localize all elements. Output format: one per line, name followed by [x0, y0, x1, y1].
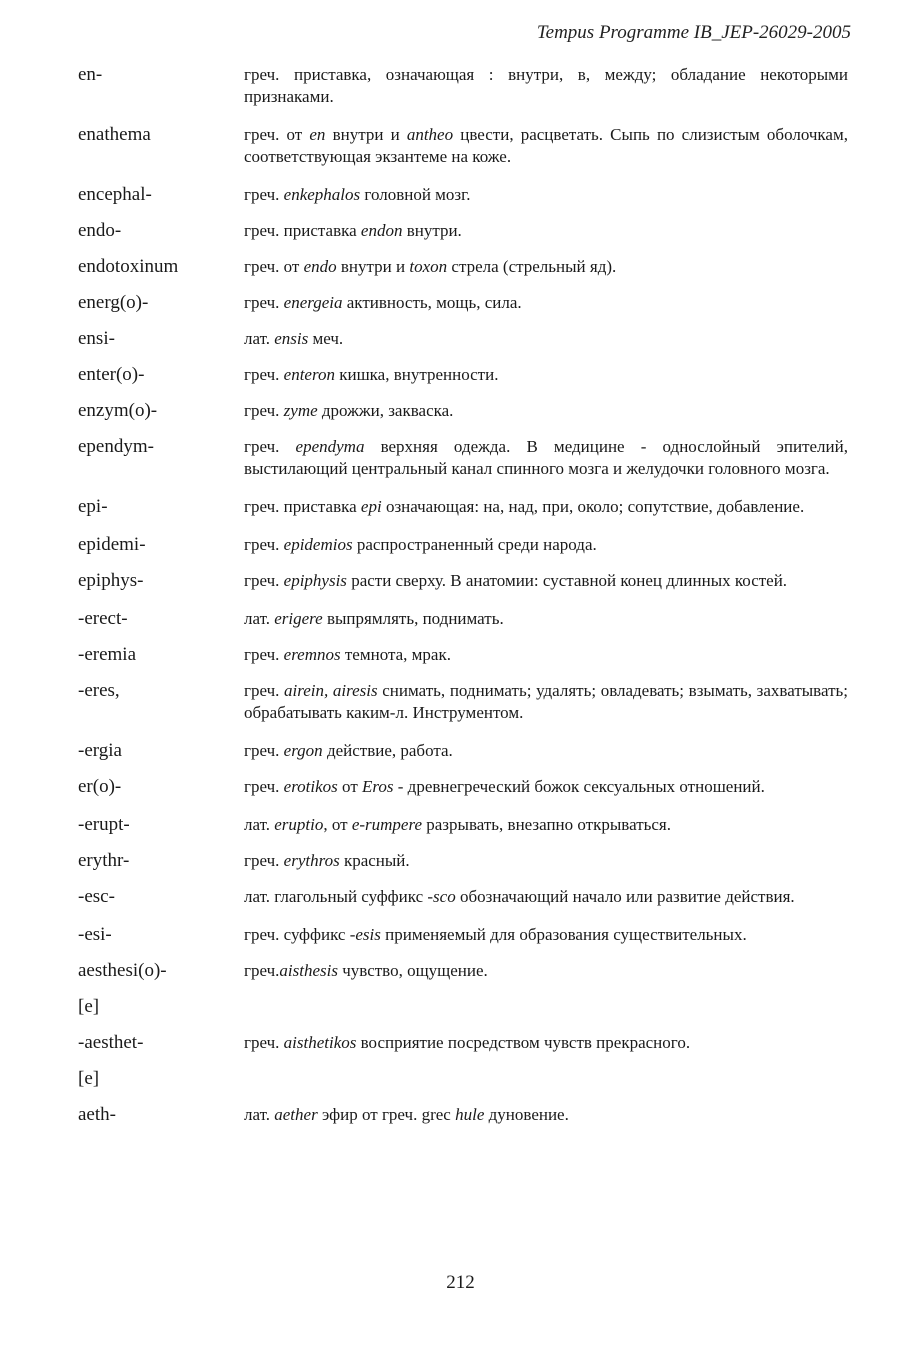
entry-term: epidemi-: [78, 534, 146, 555]
definition-text: греч.: [244, 851, 284, 870]
definition-text: греч.: [244, 185, 284, 204]
glossary-entry: [78, 124, 848, 168]
glossary-entry: [78, 924, 848, 946]
definition-text: лат. глагольный суффикс: [244, 887, 428, 906]
glossary-entry: [78, 534, 848, 556]
definition-term-italic: Eros: [362, 777, 394, 796]
glossary-entry: [78, 64, 848, 108]
glossary-entries: [78, 64, 848, 1140]
entry-term: en-: [78, 64, 103, 85]
definition-term-italic: aisthesis: [279, 961, 338, 980]
definition-text: эфир от греч. grec: [317, 1105, 456, 1124]
definition-text: разрывать, внезапно открываться.: [422, 815, 671, 834]
entry-definition: [244, 328, 848, 350]
glossary-entry: [78, 1104, 848, 1126]
definition-term-italic: aisthetikos: [283, 1033, 357, 1052]
entry-term: encephal-: [78, 184, 152, 205]
definition-text: распространенный среди народа.: [352, 535, 597, 554]
glossary-entry: [78, 776, 848, 798]
definition-text: дрожжи, закваска.: [317, 401, 454, 420]
definition-term-italic: e-rumpere: [351, 815, 423, 834]
definition-term-italic: eruptio: [274, 815, 324, 834]
glossary-entry: [78, 1068, 848, 1090]
entry-term: -esi-: [78, 924, 112, 945]
definition-term-italic: airein, airesis: [284, 681, 378, 700]
entry-definition: [244, 740, 848, 762]
definition-term-italic: -sco: [427, 887, 456, 906]
definition-term-italic: epiphysis: [283, 571, 347, 590]
entry-definition: [244, 256, 848, 278]
definition-text: означающая: на, над, при, около; сопутствие, добавление.: [381, 497, 805, 516]
definition-term-italic: enkephalos: [283, 185, 361, 204]
definition-term-italic: toxon: [409, 257, 448, 276]
glossary-entry: [78, 220, 848, 242]
glossary-entry: [78, 364, 848, 386]
entry-term: enter(o)-: [78, 364, 145, 385]
definition-term-italic: endon: [360, 221, 403, 240]
glossary-entry: [78, 960, 848, 982]
entry-term: enathema: [78, 124, 151, 145]
definition-text: греч.: [244, 437, 296, 456]
definition-text: лат.: [244, 609, 275, 628]
entry-definition: [244, 570, 848, 592]
entry-definition: [244, 680, 848, 724]
definition-text: применяемый для образования существительных.: [380, 925, 747, 944]
entry-definition: [244, 608, 848, 630]
definition-term-italic: epi: [360, 497, 382, 516]
definition-term-italic: energeia: [283, 293, 343, 312]
entry-term: epiphys-: [78, 570, 144, 591]
glossary-entry: [78, 256, 848, 278]
page-number: 212: [446, 1272, 475, 1293]
entry-definition: [244, 436, 848, 480]
definition-text: внутри и: [325, 125, 407, 144]
entry-term: epi-: [78, 496, 108, 517]
glossary-entry: [78, 850, 848, 872]
glossary-entry: [78, 570, 848, 592]
entry-definition: [244, 400, 848, 422]
definition-text: греч. приставка: [244, 221, 361, 240]
definition-term-italic: ependyma: [295, 437, 365, 456]
definition-term-italic: erythros: [283, 851, 340, 870]
entry-definition: [244, 292, 848, 314]
definition-term-italic: erotikos: [283, 777, 338, 796]
glossary-entry: [78, 184, 848, 206]
definition-text: греч.: [244, 961, 280, 980]
definition-text: греч.: [244, 645, 284, 664]
definition-text: меч.: [308, 329, 344, 348]
glossary-entry: [78, 496, 848, 518]
definition-text: от: [337, 777, 363, 796]
definition-term-italic: en: [309, 125, 326, 144]
glossary-entry: [78, 436, 848, 480]
definition-text: , от: [323, 815, 352, 834]
entry-term: enzym(o)-: [78, 400, 158, 421]
definition-text: чувство, ощущение.: [337, 961, 488, 980]
glossary-entry: [78, 608, 848, 630]
definition-text: красный.: [339, 851, 410, 870]
glossary-entry: [78, 886, 848, 908]
entry-term: -ergia: [78, 740, 122, 761]
entry-term: aeth-: [78, 1104, 116, 1125]
entry-definition: [244, 886, 848, 908]
entry-definition: [244, 496, 848, 518]
entry-definition: [244, 124, 848, 168]
definition-text: активность, мощь, сила.: [342, 293, 522, 312]
entry-term: energ(o)-: [78, 292, 149, 313]
definition-term-italic: endo: [303, 257, 337, 276]
definition-text: греч.: [244, 777, 284, 796]
definition-text: греч.: [244, 1033, 284, 1052]
definition-text: выпрямлять, поднимать.: [322, 609, 504, 628]
entry-term: aesthesi(o)-: [78, 960, 167, 981]
definition-text: действие, работа.: [322, 741, 453, 760]
definition-term-italic: eremnos: [283, 645, 341, 664]
definition-text: внутри и: [336, 257, 410, 276]
definition-text: расти сверху. В анатомии: суставной конец длинных костей.: [346, 571, 788, 590]
entry-definition: [244, 364, 848, 386]
definition-text: греч.: [244, 401, 284, 420]
definition-text: внутри.: [402, 221, 462, 240]
running-header: Tempus Programme IB_JEP-26029-2005: [536, 22, 851, 43]
definition-text: - древнегреческий божок сексуальных отношений.: [393, 777, 765, 796]
entry-definition: [244, 960, 848, 982]
definition-text: лат.: [244, 815, 275, 834]
glossary-entry: [78, 680, 848, 724]
entry-definition: [244, 534, 848, 556]
entry-definition: [244, 64, 848, 108]
definition-text: греч.: [244, 535, 284, 554]
glossary-entry: [78, 996, 848, 1018]
definition-text: кишка, внутренности.: [334, 365, 499, 384]
definition-text: греч.: [244, 365, 284, 384]
entry-term: er(o)-: [78, 776, 122, 797]
definition-text: греч. от: [244, 125, 310, 144]
glossary-entry: [78, 400, 848, 422]
glossary-entry: [78, 814, 848, 836]
definition-text: лат.: [244, 1105, 275, 1124]
definition-text: греч.: [244, 293, 284, 312]
glossary-entry: [78, 328, 848, 350]
definition-term-italic: ergon: [283, 741, 323, 760]
definition-text: греч.: [244, 741, 284, 760]
entry-definition: [244, 776, 848, 798]
definition-text: головной мозг.: [360, 185, 471, 204]
definition-term-italic: aether: [274, 1105, 318, 1124]
glossary-entry: [78, 292, 848, 314]
entry-term: endotoxinum: [78, 256, 179, 277]
definition-text: темнота, мрак.: [340, 645, 451, 664]
definition-term-italic: -esis: [349, 925, 381, 944]
definition-text: греч.: [244, 571, 284, 590]
definition-text: цвести, расцветать. Сыпь по слизистым оболочкам, соответствующая экзантеме на коже.: [244, 125, 848, 166]
definition-text: стрела (стрельный яд).: [447, 257, 617, 276]
entry-term: -esc-: [78, 886, 115, 907]
entry-definition: [244, 1104, 848, 1126]
definition-term-italic: hule: [455, 1105, 485, 1124]
entry-definition: [244, 924, 848, 946]
entry-definition: [244, 220, 848, 242]
definition-term-italic: ensis: [274, 329, 309, 348]
glossary-entry: [78, 1032, 848, 1054]
definition-term-italic: epidemios: [283, 535, 353, 554]
entry-definition: [244, 1032, 848, 1054]
entry-definition: [244, 850, 848, 872]
entry-term: -erupt-: [78, 814, 130, 835]
entry-term: ependym-: [78, 436, 154, 457]
definition-text: греч.: [244, 681, 285, 700]
entry-term: [e]: [78, 996, 100, 1017]
entry-term: -eremia: [78, 644, 137, 665]
definition-text: обозначающий начало или развитие действия.: [455, 887, 795, 906]
entry-term: -aesthet-: [78, 1032, 144, 1053]
entry-term: -eres,: [78, 680, 120, 701]
entry-term: ensi-: [78, 328, 115, 349]
definition-text: дуновение.: [484, 1105, 569, 1124]
definition-text: верхняя одежда. В медицине - однослойный эпителий, выстилающий центральный канал спинного мозга и желудочки головного мозга.: [244, 437, 848, 478]
entry-definition: [244, 644, 848, 666]
definition-text: восприятие посредством чувств прекрасного.: [356, 1033, 691, 1052]
definition-text: греч. суффикс: [244, 925, 350, 944]
definition-text: греч. от: [244, 257, 304, 276]
entry-definition: [244, 184, 848, 206]
definition-term-italic: erigere: [274, 609, 323, 628]
glossary-entry: [78, 740, 848, 762]
entry-term: endo-: [78, 220, 122, 241]
glossary-entry: [78, 644, 848, 666]
definition-text: греч. приставка: [244, 497, 361, 516]
entry-term: [e]: [78, 1068, 100, 1089]
definition-text: греч. приставка, означающая : внутри, в, между; обладание некоторыми признаками.: [244, 65, 848, 106]
definition-term-italic: zyme: [283, 401, 318, 420]
definition-term-italic: antheo: [406, 125, 454, 144]
definition-text: снимать, поднимать; удалять; овладевать; взымать, захватывать; обрабатывать каким-л. Инструментом.: [244, 681, 848, 722]
entry-term: erythr-: [78, 850, 130, 871]
entry-definition: [244, 814, 848, 836]
entry-term: -erect-: [78, 608, 128, 629]
definition-text: лат.: [244, 329, 275, 348]
definition-term-italic: enteron: [283, 365, 335, 384]
